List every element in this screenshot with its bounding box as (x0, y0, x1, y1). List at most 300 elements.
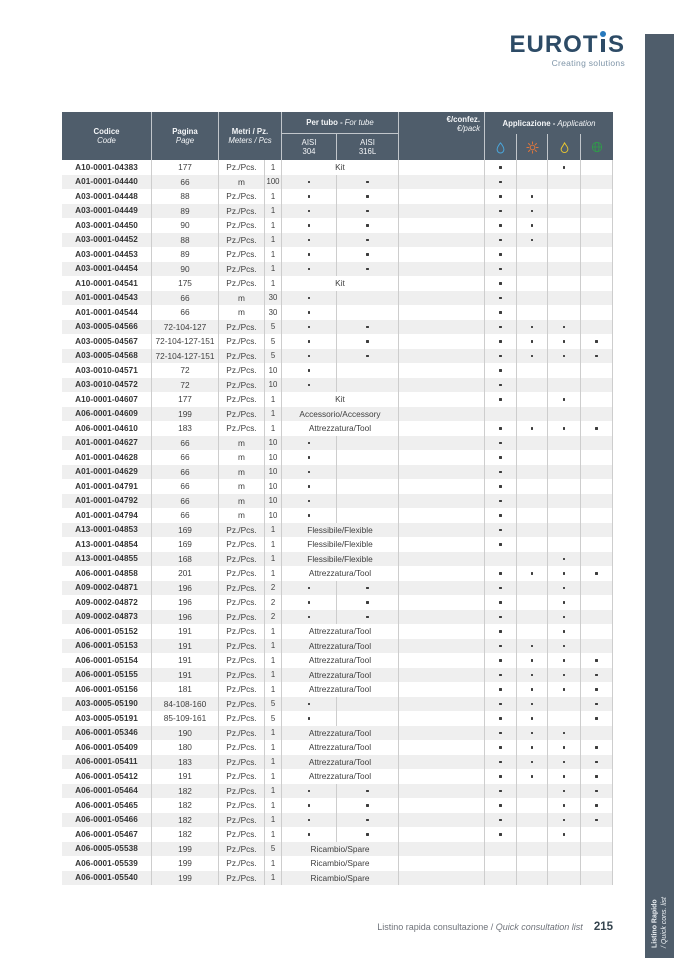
cell-price-per-pack (399, 755, 485, 770)
dot-marker (308, 384, 311, 387)
cell-unit: Pz./Pcs. (219, 740, 265, 755)
table-row (62, 160, 613, 175)
cell-aisi-304 (282, 610, 337, 625)
dot-marker (308, 500, 311, 503)
cell-app-flame (548, 639, 581, 654)
cell-app-flame (548, 871, 581, 886)
cell-app-sun (517, 784, 548, 799)
table-row (62, 726, 613, 741)
cell-price-per-pack (399, 421, 485, 436)
cell-page: 72-104-127 (152, 320, 219, 335)
cell-aisi-316l (337, 175, 399, 190)
cell-app-sun (517, 624, 548, 639)
dot-marker (563, 326, 566, 329)
dot-marker (563, 558, 566, 561)
cell-app-globe (581, 305, 613, 320)
cell-page: 182 (152, 813, 219, 828)
cell-code: A03-0001-04452 (62, 233, 152, 248)
cell-unit: m (219, 450, 265, 465)
dot-marker (531, 427, 534, 430)
header-cell-price-per-pack (399, 112, 485, 160)
sun-icon (525, 140, 540, 155)
dot-marker (499, 485, 502, 488)
cell-unit: m (219, 465, 265, 480)
cell-unit: m (219, 305, 265, 320)
cell-app-water (485, 624, 517, 639)
dot-marker (531, 746, 534, 749)
header-page-en: Page (175, 136, 195, 145)
cell-app-sun (517, 871, 548, 886)
cell-app-flame (548, 218, 581, 233)
cell-qty: 10 (265, 363, 282, 378)
cell-code: A06-0001-05155 (62, 668, 152, 683)
dot-marker (499, 195, 502, 198)
cell-aisi-304 (282, 363, 337, 378)
dot-marker (499, 427, 502, 430)
cell-aisi-316l (337, 479, 399, 494)
cell-app-flame (548, 537, 581, 552)
cell-app-sun (517, 537, 548, 552)
cell-app-sun (517, 610, 548, 625)
cell-qty: 1 (265, 784, 282, 799)
cell-aisi-304 (282, 262, 337, 277)
cell-code: A03-0005-05191 (62, 711, 152, 726)
dot-marker (366, 340, 369, 343)
cell-code: A01-0001-04627 (62, 436, 152, 451)
cell-unit: Pz./Pcs. (219, 523, 265, 538)
dot-marker (308, 485, 311, 488)
cell-app-sun (517, 479, 548, 494)
dot-marker (531, 326, 534, 329)
dot-marker (366, 616, 369, 619)
cell-app-flame (548, 378, 581, 393)
cell-app-sun (517, 421, 548, 436)
cell-aisi-316l (337, 291, 399, 306)
cell-app-flame (548, 291, 581, 306)
dot-marker (499, 181, 502, 184)
cell-price-per-pack (399, 320, 485, 335)
cell-aisi-316l (337, 595, 399, 610)
footer-caption-it: Listino rapida consultazione / (377, 922, 496, 932)
cell-app-sun (517, 247, 548, 262)
table-body (62, 160, 613, 885)
application-label-en: Application (557, 118, 596, 128)
cell-aisi-316l (337, 610, 399, 625)
table-row (62, 494, 613, 509)
table-row (62, 349, 613, 364)
cell-price-per-pack (399, 668, 485, 683)
cell-app-sun (517, 566, 548, 581)
cell-app-water (485, 392, 517, 407)
dot-marker (308, 471, 311, 474)
dot-marker (499, 746, 502, 749)
cell-qty: 10 (265, 465, 282, 480)
dot-marker (531, 355, 534, 358)
cell-qty: 1 (265, 552, 282, 567)
cell-app-globe (581, 291, 613, 306)
cell-app-sun (517, 276, 548, 291)
globe-icon (590, 140, 604, 154)
cell-aisi-316l (337, 494, 399, 509)
cell-page: 183 (152, 755, 219, 770)
cell-app-flame (548, 856, 581, 871)
cell-app-flame (548, 247, 581, 262)
cell-unit: Pz./Pcs. (219, 247, 265, 262)
cell-app-water (485, 407, 517, 422)
header-cell-page (152, 112, 219, 160)
cell-aisi-304 (282, 175, 337, 190)
table-row (62, 247, 613, 262)
dot-marker (531, 688, 534, 691)
cell-qty: 1 (265, 537, 282, 552)
cell-app-globe (581, 247, 613, 262)
cell-aisi-316l (337, 697, 399, 712)
logo-i-dot (600, 31, 606, 37)
cell-code: A06-0001-05411 (62, 755, 152, 770)
cell-qty: 2 (265, 610, 282, 625)
cell-qty: 2 (265, 595, 282, 610)
cell-code: A06-0001-04609 (62, 407, 152, 422)
cell-price-per-pack (399, 392, 485, 407)
cell-code: A13-0001-04855 (62, 552, 152, 567)
cell-page: 168 (152, 552, 219, 567)
table-row (62, 798, 613, 813)
cell-tube-span: Attrezzatura/Tool (282, 668, 399, 683)
cell-qty: 1 (265, 798, 282, 813)
cell-unit: Pz./Pcs. (219, 697, 265, 712)
cell-qty: 1 (265, 827, 282, 842)
dot-marker (499, 514, 502, 517)
dot-marker (531, 703, 534, 706)
dot-marker (499, 166, 502, 169)
cell-aisi-304 (282, 508, 337, 523)
cell-app-water (485, 581, 517, 596)
cell-code: A06-0001-05467 (62, 827, 152, 842)
cell-app-flame (548, 421, 581, 436)
dot-marker (595, 355, 598, 358)
dot-marker (499, 471, 502, 474)
cell-app-water (485, 813, 517, 828)
cell-app-globe (581, 450, 613, 465)
cell-code: A01-0001-04440 (62, 175, 152, 190)
cell-qty: 1 (265, 856, 282, 871)
dot-marker (563, 645, 566, 648)
cell-app-globe (581, 726, 613, 741)
cell-price-per-pack (399, 291, 485, 306)
dot-marker (366, 253, 369, 256)
dot-marker (499, 775, 502, 778)
table-row (62, 407, 613, 422)
cell-qty: 1 (265, 160, 282, 175)
cell-unit: Pz./Pcs. (219, 204, 265, 219)
table-row (62, 711, 613, 726)
cell-qty: 5 (265, 842, 282, 857)
cell-aisi-316l (337, 581, 399, 596)
table-row (62, 624, 613, 639)
cell-qty: 1 (265, 740, 282, 755)
cell-code: A01-0001-04794 (62, 508, 152, 523)
table-row (62, 305, 613, 320)
dot-marker (499, 456, 502, 459)
cell-app-water (485, 552, 517, 567)
cell-app-water (485, 233, 517, 248)
cell-page: 182 (152, 798, 219, 813)
cell-aisi-316l (337, 363, 399, 378)
cell-unit: Pz./Pcs. (219, 233, 265, 248)
table-row (62, 552, 613, 567)
dot-marker (366, 210, 369, 213)
cell-price-per-pack (399, 610, 485, 625)
cell-price-per-pack (399, 871, 485, 886)
cell-app-globe (581, 494, 613, 509)
cell-qty: 1 (265, 871, 282, 886)
cell-price-per-pack (399, 334, 485, 349)
cell-unit: Pz./Pcs. (219, 769, 265, 784)
cell-aisi-304 (282, 334, 337, 349)
dot-marker (499, 717, 502, 720)
cell-app-flame (548, 755, 581, 770)
cell-price-per-pack (399, 682, 485, 697)
cell-page: 191 (152, 624, 219, 639)
cell-qty: 10 (265, 494, 282, 509)
cell-app-globe (581, 668, 613, 683)
cell-page: 182 (152, 827, 219, 842)
table-row (62, 421, 613, 436)
dot-marker (563, 732, 566, 735)
cell-code: A10-0001-04383 (62, 160, 152, 175)
cell-unit: Pz./Pcs. (219, 262, 265, 277)
cell-unit: Pz./Pcs. (219, 552, 265, 567)
cell-page: 72-104-127-151 (152, 349, 219, 364)
cell-price-per-pack (399, 784, 485, 799)
cell-app-flame (548, 305, 581, 320)
cell-app-water (485, 769, 517, 784)
cell-price-per-pack (399, 639, 485, 654)
dot-marker (366, 224, 369, 227)
dot-marker (499, 630, 502, 633)
cell-app-flame (548, 276, 581, 291)
dot-marker (595, 659, 598, 662)
cell-page: 72-104-127-151 (152, 334, 219, 349)
dot-marker (366, 181, 369, 184)
dot-marker (563, 688, 566, 691)
dot-marker (366, 195, 369, 198)
cell-aisi-316l (337, 813, 399, 828)
cell-aisi-316l (337, 827, 399, 842)
dot-marker (308, 819, 311, 822)
cell-unit: Pz./Pcs. (219, 378, 265, 393)
cell-app-flame (548, 392, 581, 407)
header-cell-app-water (485, 134, 517, 160)
cell-app-water (485, 668, 517, 683)
cell-app-water (485, 334, 517, 349)
cell-app-globe (581, 653, 613, 668)
cell-app-flame (548, 726, 581, 741)
dot-marker (563, 659, 566, 662)
cell-app-flame (548, 523, 581, 538)
dot-marker (308, 717, 311, 720)
dot-marker (308, 442, 311, 445)
cell-qty: 1 (265, 189, 282, 204)
cell-app-globe (581, 204, 613, 219)
cell-qty: 30 (265, 291, 282, 306)
table-row (62, 827, 613, 842)
dot-marker (499, 732, 502, 735)
cell-price-per-pack (399, 581, 485, 596)
cell-code: A06-0001-04858 (62, 566, 152, 581)
cell-app-water (485, 856, 517, 871)
cell-app-flame (548, 842, 581, 857)
cell-qty: 1 (265, 262, 282, 277)
dot-marker (308, 804, 311, 807)
dot-marker (366, 601, 369, 604)
cell-tube-span: Attrezzatura/Tool (282, 639, 399, 654)
dot-marker (499, 384, 502, 387)
cell-page: 199 (152, 842, 219, 857)
dot-marker (308, 181, 311, 184)
cell-app-globe (581, 639, 613, 654)
cell-qty: 1 (265, 769, 282, 784)
cell-aisi-316l (337, 189, 399, 204)
dot-marker (595, 804, 598, 807)
cell-price-per-pack (399, 711, 485, 726)
cell-app-water (485, 479, 517, 494)
table-row (62, 175, 613, 190)
dot-marker (499, 572, 502, 575)
dot-marker (499, 224, 502, 227)
cell-code: A06-0001-05539 (62, 856, 152, 871)
dot-marker (563, 572, 566, 575)
dot-marker (366, 239, 369, 242)
cell-app-flame (548, 407, 581, 422)
dot-marker (499, 529, 502, 532)
dot-marker (308, 790, 311, 793)
cell-tube-span: Attrezzatura/Tool (282, 769, 399, 784)
dot-marker (499, 210, 502, 213)
cell-app-water (485, 494, 517, 509)
cell-unit: Pz./Pcs. (219, 363, 265, 378)
dot-marker (499, 239, 502, 242)
cell-app-flame (548, 204, 581, 219)
dot-marker (531, 717, 534, 720)
cell-qty: 10 (265, 378, 282, 393)
table-row (62, 769, 613, 784)
cell-unit: Pz./Pcs. (219, 320, 265, 335)
table-row (62, 436, 613, 451)
cell-price-per-pack (399, 726, 485, 741)
dot-marker (499, 601, 502, 604)
table-row (62, 639, 613, 654)
cell-app-globe (581, 436, 613, 451)
dot-marker (499, 282, 502, 285)
cell-app-sun (517, 450, 548, 465)
header-per-tubo-it: Per tubo - (306, 118, 343, 127)
dot-marker (499, 398, 502, 401)
cell-app-globe (581, 363, 613, 378)
cell-price-per-pack (399, 697, 485, 712)
cell-price-per-pack (399, 813, 485, 828)
cell-unit: Pz./Pcs. (219, 827, 265, 842)
cell-app-globe (581, 769, 613, 784)
cell-price-per-pack (399, 769, 485, 784)
cell-app-flame (548, 479, 581, 494)
cell-app-water (485, 523, 517, 538)
cell-app-water (485, 755, 517, 770)
cell-page: 84-108-160 (152, 697, 219, 712)
cell-tube-span: Attrezzatura/Tool (282, 566, 399, 581)
cell-code: A01-0001-04791 (62, 479, 152, 494)
table-row (62, 218, 613, 233)
cell-app-globe (581, 276, 613, 291)
cell-page: 66 (152, 479, 219, 494)
cell-app-globe (581, 262, 613, 277)
cell-qty: 1 (265, 813, 282, 828)
header-code-en: Code (97, 136, 116, 145)
cell-unit: m (219, 175, 265, 190)
dot-marker (595, 775, 598, 778)
cell-page: 66 (152, 305, 219, 320)
cell-page: 196 (152, 581, 219, 596)
dot-marker (563, 746, 566, 749)
cell-code: A09-0002-04873 (62, 610, 152, 625)
table-header (62, 112, 613, 160)
cell-code: A06-0001-05152 (62, 624, 152, 639)
cell-tube-span: Accessorio/Accessory (282, 407, 399, 422)
cell-code: A09-0002-04872 (62, 595, 152, 610)
dot-marker (499, 761, 502, 764)
cell-app-sun (517, 291, 548, 306)
cell-page: 181 (152, 682, 219, 697)
cell-aisi-316l (337, 450, 399, 465)
dot-marker (531, 572, 534, 575)
dot-marker (595, 340, 598, 343)
cell-app-water (485, 682, 517, 697)
dot-marker (499, 500, 502, 503)
dot-marker (563, 630, 566, 633)
dot-marker (308, 587, 311, 590)
dot-marker (563, 587, 566, 590)
cell-price-per-pack (399, 537, 485, 552)
cell-app-globe (581, 624, 613, 639)
cell-code: A06-0001-05409 (62, 740, 152, 755)
cell-app-globe (581, 610, 613, 625)
cell-app-sun (517, 189, 548, 204)
cell-aisi-304 (282, 827, 337, 842)
header-per-tubo-en: For tube (344, 118, 374, 127)
dot-marker (308, 268, 311, 271)
dot-marker (308, 239, 311, 242)
cell-app-water (485, 784, 517, 799)
cell-unit: Pz./Pcs. (219, 784, 265, 799)
cell-app-globe (581, 160, 613, 175)
cell-page: 169 (152, 523, 219, 538)
cell-app-water (485, 305, 517, 320)
cell-app-flame (548, 566, 581, 581)
cell-page: 90 (152, 262, 219, 277)
table-row (62, 363, 613, 378)
cell-app-sun (517, 668, 548, 683)
cell-app-flame (548, 610, 581, 625)
cell-unit: Pz./Pcs. (219, 581, 265, 596)
cell-aisi-316l (337, 204, 399, 219)
cell-qty: 10 (265, 436, 282, 451)
cell-unit: Pz./Pcs. (219, 189, 265, 204)
dot-marker (499, 645, 502, 648)
cell-price-per-pack (399, 566, 485, 581)
dot-marker (366, 804, 369, 807)
cell-price-per-pack (399, 247, 485, 262)
cell-app-globe (581, 798, 613, 813)
